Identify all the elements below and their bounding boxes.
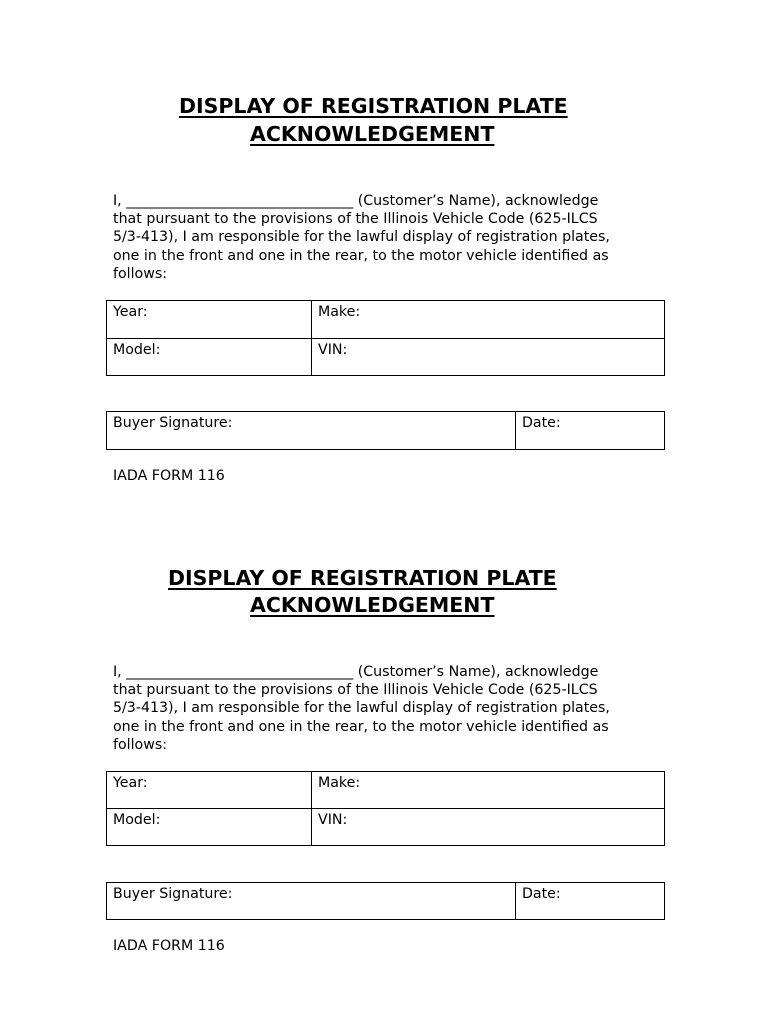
year-field[interactable] xyxy=(107,301,312,339)
year-field[interactable] xyxy=(107,772,312,809)
paragraph-line: I, ________________________________ (Customer’s Name), acknowledge xyxy=(113,664,599,680)
paragraph-line: I, ________________________________ (Customer’s Name), acknowledge xyxy=(113,193,599,209)
make-label: Make: xyxy=(318,775,361,791)
model-field[interactable] xyxy=(107,809,312,846)
signature-table xyxy=(106,882,665,920)
date-field[interactable] xyxy=(516,883,665,920)
year-label: Year: xyxy=(113,775,148,791)
paragraph-line: follows: xyxy=(113,736,168,753)
acknowledgement-paragraph xyxy=(113,192,673,283)
acknowledgement-paragraph xyxy=(113,663,673,754)
paragraph-line: 5/3-413), I am responsible for the lawful display of registration plates, xyxy=(113,700,610,717)
vin-label: VIN: xyxy=(318,342,348,358)
signature-table xyxy=(106,411,665,450)
buyer-signature-label: Buyer Signature: xyxy=(113,415,233,431)
make-field[interactable] xyxy=(312,772,665,809)
vehicle-info-table xyxy=(106,300,665,376)
make-field[interactable] xyxy=(312,301,665,339)
vehicle-info-table xyxy=(106,771,665,846)
paragraph-line: that pursuant to the provisions of the Illinois Vehicle Code (625-ILCS xyxy=(113,682,598,699)
date-field[interactable] xyxy=(516,412,665,450)
model-label: Model: xyxy=(113,342,161,358)
date-label: Date: xyxy=(522,415,561,431)
buyer-signature-label: Buyer Signature: xyxy=(113,886,233,902)
model-label: Model: xyxy=(113,812,161,828)
paragraph-line: follows: xyxy=(113,265,168,282)
paragraph-line: one in the front and one in the rear, to the motor vehicle identified as xyxy=(113,718,609,735)
paragraph-line: one in the front and one in the rear, to the motor vehicle identified as xyxy=(113,247,609,264)
date-label: Date: xyxy=(522,886,561,902)
form-title-line-1: DISPLAY OF REGISTRATION PLATE xyxy=(179,94,568,118)
form-id: IADA FORM 116 xyxy=(113,938,225,954)
form-title-line-1: DISPLAY OF REGISTRATION PLATE xyxy=(168,566,557,590)
paragraph-line: 5/3-413), I am responsible for the lawful display of registration plates, xyxy=(113,229,610,246)
paragraph-line: that pursuant to the provisions of the Illinois Vehicle Code (625-ILCS xyxy=(113,211,598,228)
vin-label: VIN: xyxy=(318,812,348,828)
form-title-line-2: ACKNOWLEDGEMENT xyxy=(250,122,495,146)
buyer-signature-field[interactable] xyxy=(107,412,516,450)
model-field[interactable] xyxy=(107,339,312,376)
make-label: Make: xyxy=(318,304,361,320)
vin-field[interactable] xyxy=(312,809,665,846)
form-title-line-2: ACKNOWLEDGEMENT xyxy=(250,593,495,617)
vin-field[interactable] xyxy=(312,339,665,376)
year-label: Year: xyxy=(113,304,148,320)
buyer-signature-field[interactable] xyxy=(107,883,516,920)
form-id: IADA FORM 116 xyxy=(113,468,225,484)
